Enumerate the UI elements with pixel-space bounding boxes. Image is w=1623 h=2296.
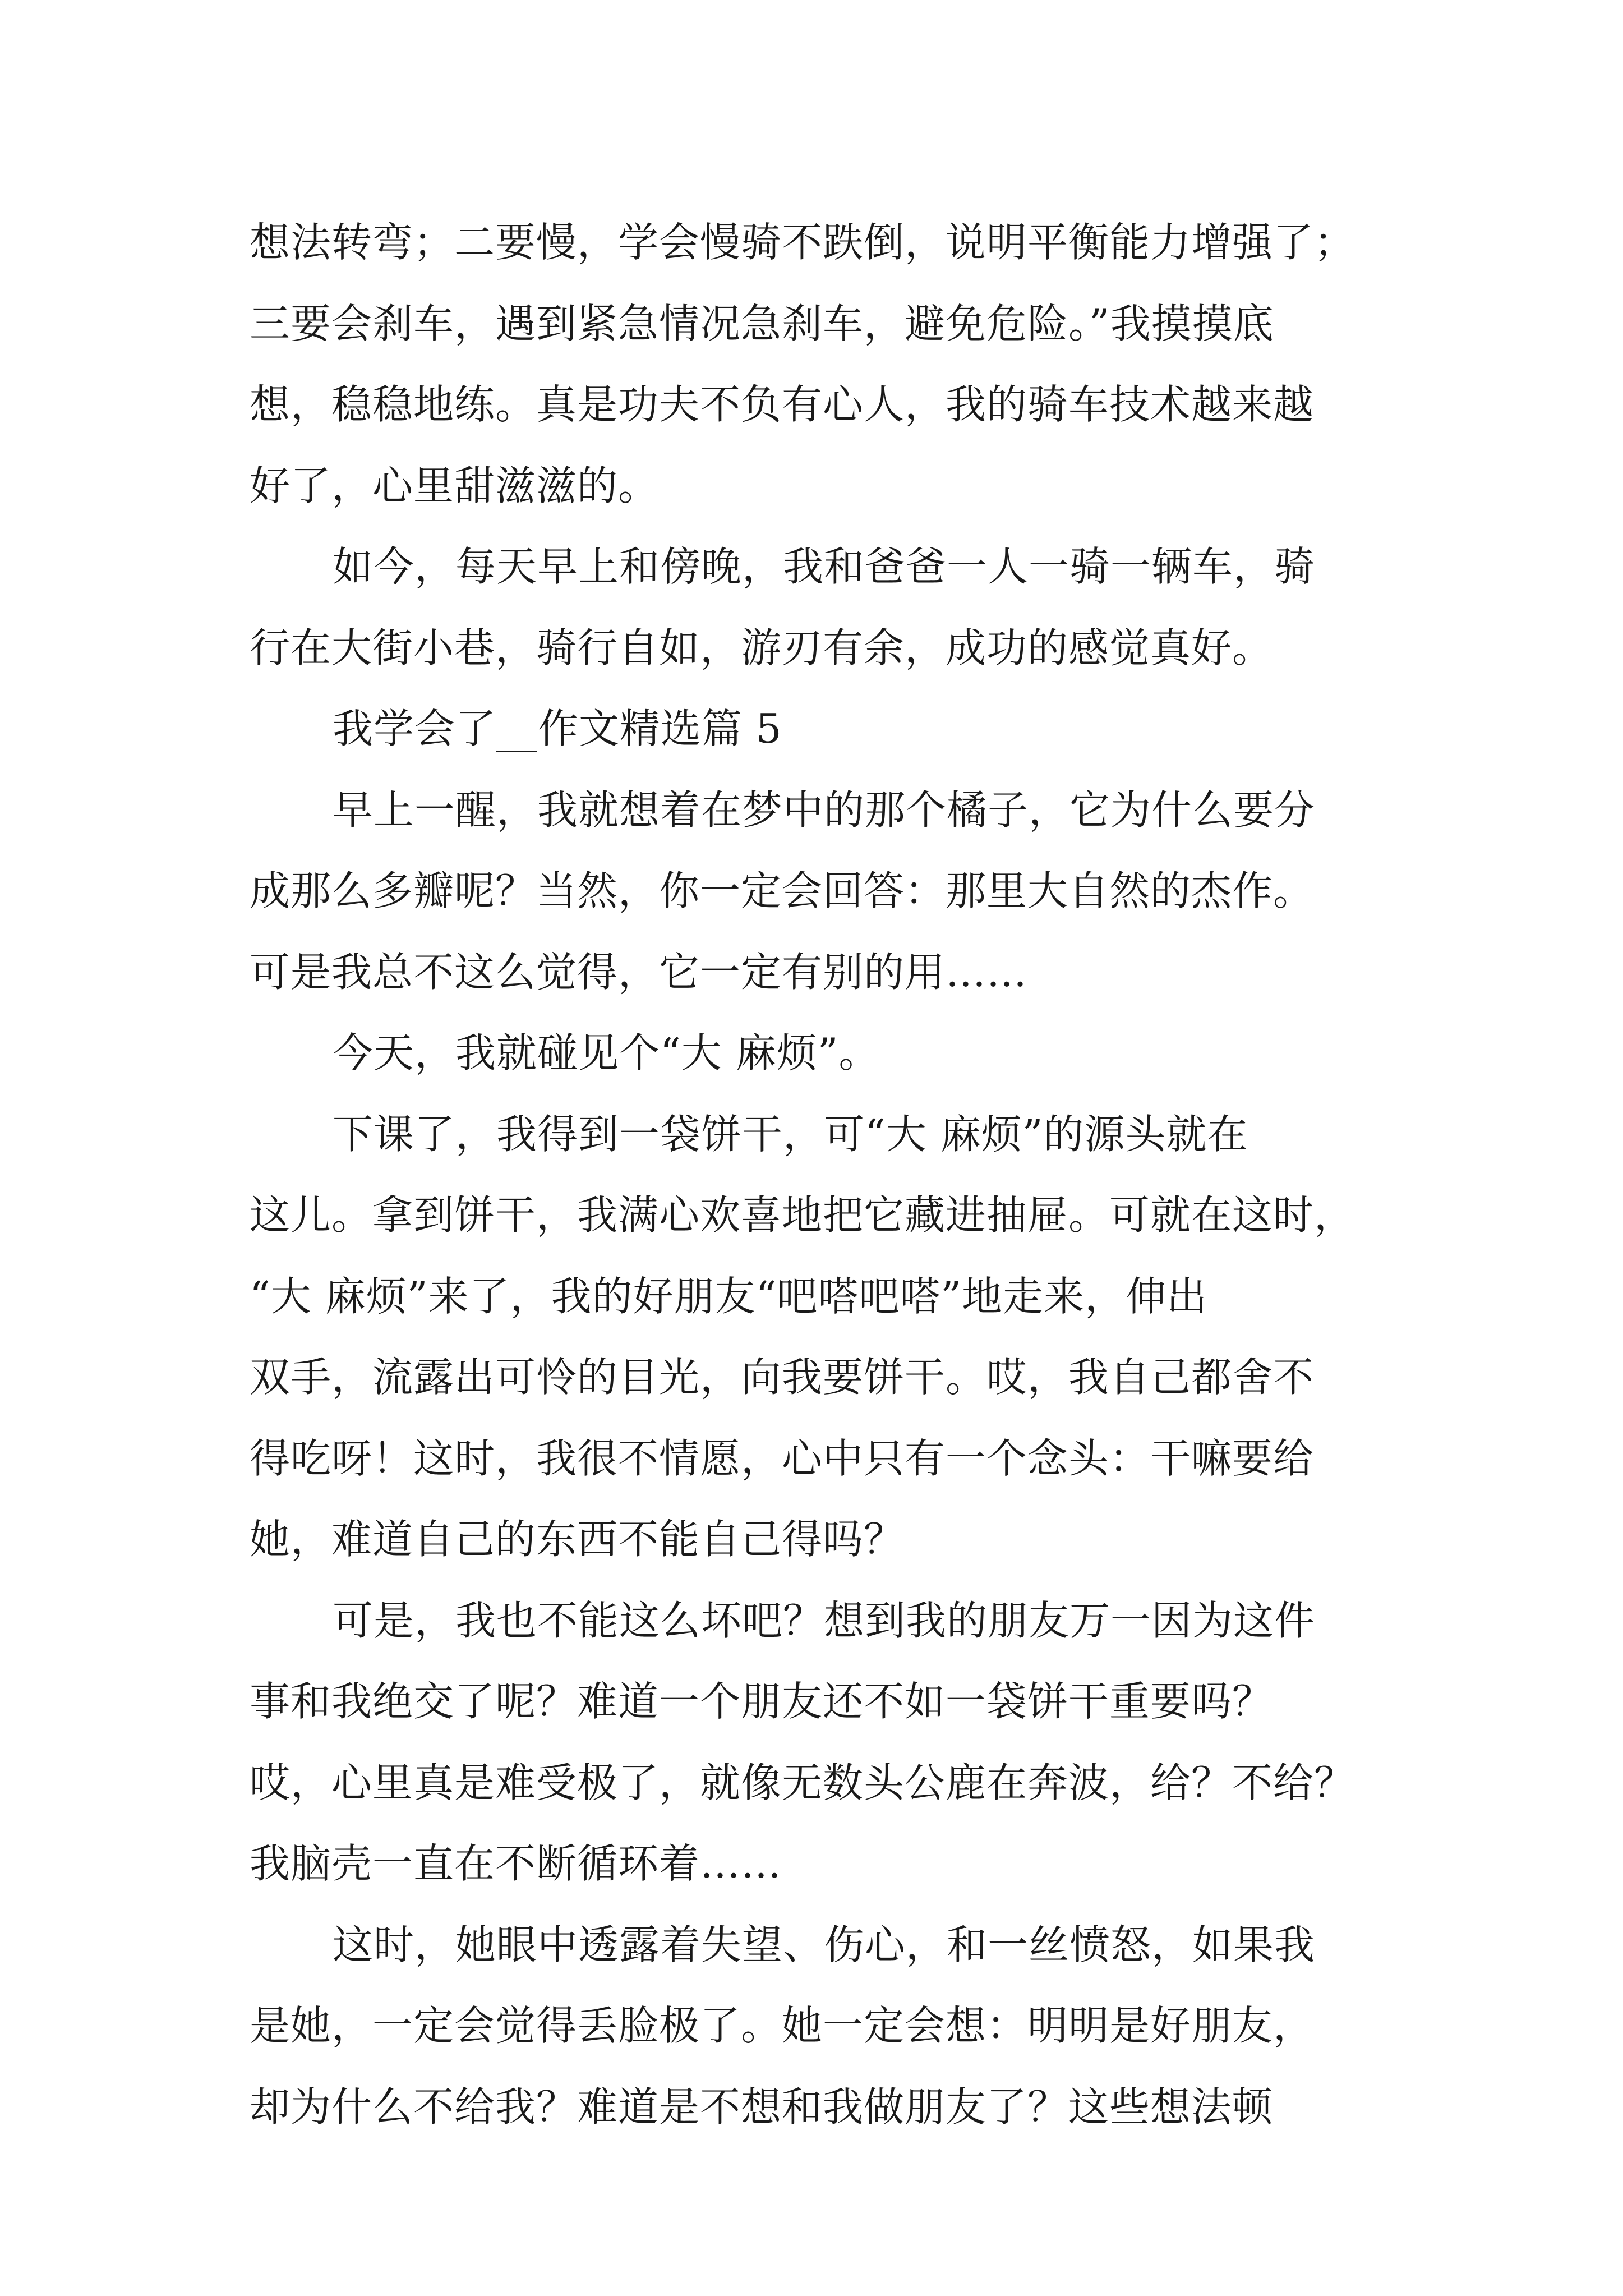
paragraph-start-line: 可是，我也不能这么坏吧？想到我的朋友万一因为这件 (333, 1596, 1316, 1644)
text-line: 我脑壳一直在不断循环着…… (250, 1840, 782, 1887)
text-line: 哎，心里真是难受极了，就像无数头公鹿在奔波，给？不给？ (250, 1759, 1355, 1806)
text-line: 三要会刹车，遇到紧急情况急刹车，避免危险。”我摸摸底 (250, 300, 1274, 347)
text-line: 是她，一定会觉得丢脸极了。她一定会想：明明是好朋友， (250, 2002, 1315, 2049)
text-line: “大 麻烦”来了，我的好朋友“吧嗒吧嗒”地走来，伸出 (250, 1272, 1208, 1320)
text-line: 得吃呀！这时，我很不情愿，心中只有一个念头：干嘛要给 (250, 1434, 1315, 1482)
document-body (250, 202, 1388, 2147)
text-line: 行在大街小巷，骑行自如，游刃有余，成功的感觉真好。 (250, 624, 1274, 671)
text-line: 好了，心里甜滋滋的。 (250, 462, 660, 509)
paragraph-start-line: 这时，她眼中透露着失望、伤心，和一丝愤怒，如果我 (333, 1921, 1316, 1968)
paragraph-start-line: 早上一醒，我就想着在梦中的那个橘子，它为什么要分 (333, 786, 1316, 834)
paragraph-start-line: 如今，每天早上和傍晚，我和爸爸一人一骑一辆车，骑 (333, 543, 1316, 590)
text-line: 想法转弯；二要慢，学会慢骑不跌倒，说明平衡能力增强了； (250, 219, 1355, 266)
text-line: 成那么多瓣呢？当然，你一定会回答：那里大自然的杰作。 (250, 867, 1315, 914)
paragraph-start-line: 今天，我就碰见个“大 麻烦”。 (333, 1029, 880, 1076)
text-line: 想，稳稳地练。真是功夫不负有心人，我的骑车技术越来越 (250, 381, 1315, 428)
text-line: 这儿。拿到饼干，我满心欢喜地把它藏进抽屉。可就在这时， (250, 1191, 1355, 1239)
paragraph-start-line: 下课了，我得到一袋饼干，可“大 麻烦”的源头就在 (333, 1110, 1248, 1158)
text-line: 可是我总不这么觉得，它一定有别的用…… (250, 948, 1028, 996)
text-line: 却为什么不给我？难道是不想和我做朋友了？这些想法顿 (250, 2083, 1274, 2131)
text-line: 事和我绝交了呢？难道一个朋友还不如一袋饼干重要吗？ (250, 1678, 1274, 1725)
text-line: 她，难道自己的东西不能自己得吗？ (250, 1516, 905, 1563)
text-line: 双手，流露出可怜的目光，向我要饼干。哎，我自己都舍不 (250, 1354, 1315, 1401)
section-heading: 我学会了__作文精选篇 5 (333, 705, 782, 752)
